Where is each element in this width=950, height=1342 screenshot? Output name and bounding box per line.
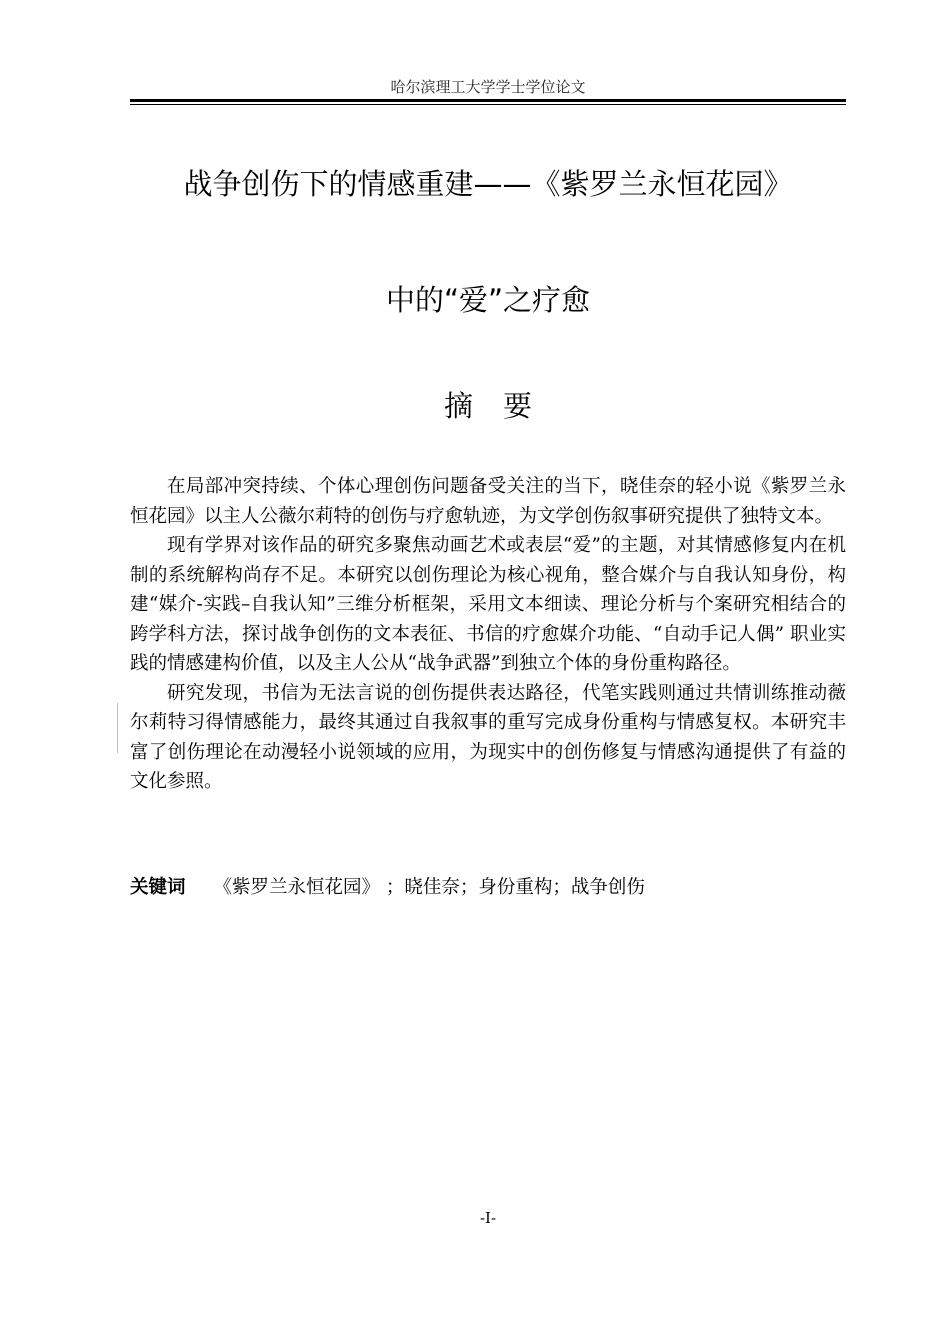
keywords-label: 关键词 xyxy=(130,877,186,898)
keywords-value: 《紫罗兰永恒花园》 ；晓佳奈；身份重构；战争创伤 xyxy=(213,877,645,898)
thesis-title-line-1: 战争创伤下的情感重建——《紫罗兰永恒花园》 xyxy=(183,167,793,201)
abstract-paragraph-2: 现有学界对该作品的研究多聚焦动画艺术或表层“爱”的主题，对其情感修复内在机制的系统解构尚存不足。本研究以创伤理论为核心视角，整合媒介与自我认知身份，构建“媒介-实践–自我认知”三维分析框架，采用文本细读、理论分析与个案研究相结合的跨学科方法，探讨战争创伤的文本表征、书信的疗愈媒介功能、“自动手记人偶” 职业实践的情感建构价值，以及主人公从“战争武器”到独立个体的身份重构路径。 xyxy=(130,535,846,674)
header-rule-thin xyxy=(130,104,846,105)
header-rule-thick xyxy=(130,99,846,102)
abstract-body xyxy=(130,472,846,797)
margin-mark xyxy=(117,703,118,753)
running-header: 哈尔滨理工大学学士学位论文 xyxy=(390,78,586,96)
page-number: -I- xyxy=(479,1209,497,1227)
thesis-title-line-2: 中的“爱”之疗愈 xyxy=(385,283,591,317)
keywords-line xyxy=(130,873,846,903)
abstract-paragraph-1: 在局部冲突持续、个体心理创伤问题备受关注的当下，晓佳奈的轻小说《紫罗兰永恒花园》以主人公薇尔莉特的创伤与疗愈轨迹，为文学创伤叙事研究提供了独特文本。 xyxy=(130,476,846,527)
abstract-heading: 摘要 xyxy=(443,389,562,423)
abstract-paragraph-3: 研究发现，书信为无法言说的创伤提供表达路径，代笔实践则通过共情训练推动薇尔莉特习得情感能力，最终其通过自我叙事的重写完成身份重构与情感复权。本研究丰富了创伤理论在动漫轻小说领域的应用，为现实中的创伤修复与情感沟通提供了有益的文化参照。 xyxy=(130,682,846,792)
